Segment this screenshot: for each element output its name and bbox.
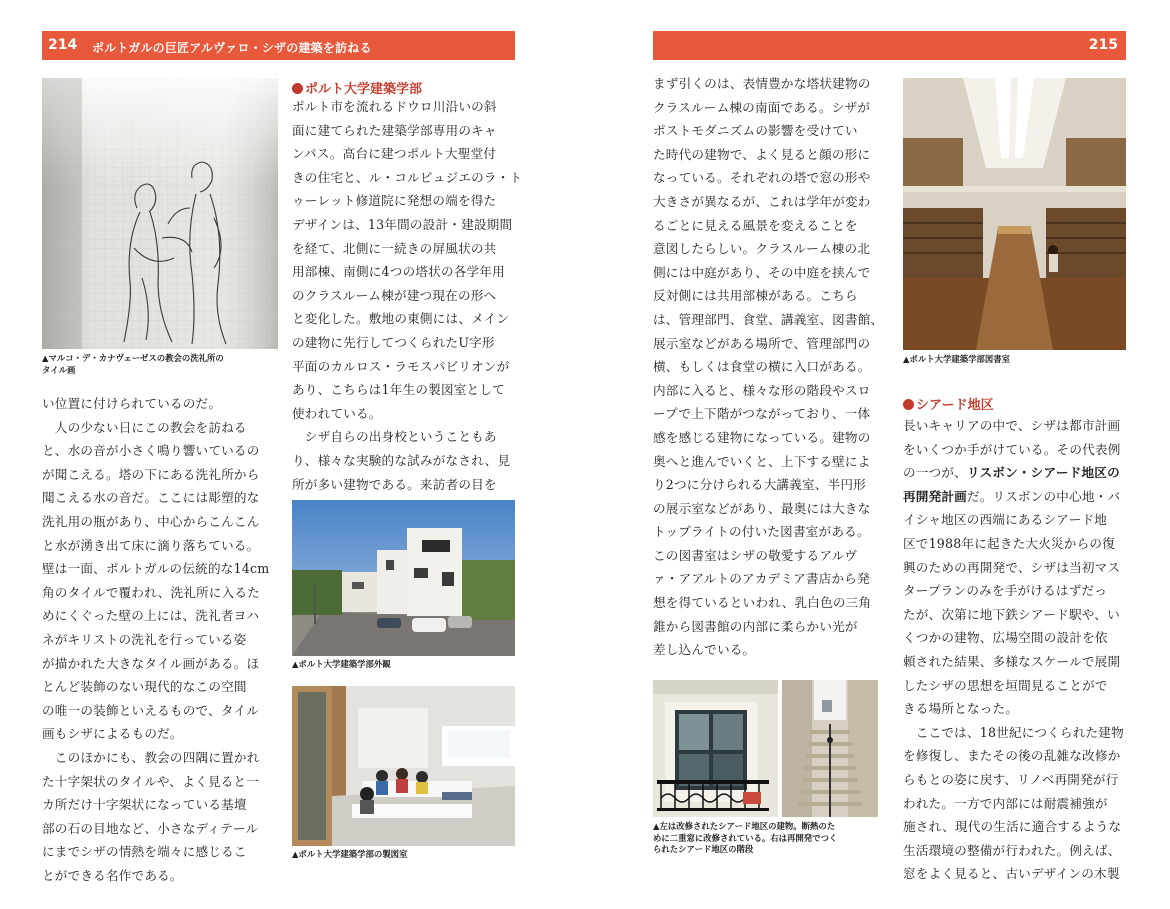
text-line [653,355,893,379]
text-run: をいくつか手がけている。その代表例 [903,441,1121,457]
text-line [292,284,522,308]
tile-mural-image [42,78,278,349]
text-line [903,744,1133,768]
text-line [42,416,282,440]
text-run: た時代の建物で、よく見ると顔の形に [653,146,871,162]
caption-line: ▲マルコ・デ・カナヴェーゼスの教会の洗礼所の [42,353,224,363]
text-run: ープで上下階がつながっており、一体 [653,406,871,422]
bullet-icon [903,399,914,410]
heading-text: シアード地区 [916,398,994,413]
text-run: 感を感じる建物になっている。建物の [653,429,871,445]
text-run: 洗礼用の瓶があり、中心からこんこん [42,513,260,529]
text-run: 生活環境の整備が行われた。例えば、 [903,842,1121,858]
text-run: が描かれた大きなタイル画がある。ほ [42,655,260,671]
text-line [903,697,1133,721]
text-line [653,497,893,521]
chiado-stairs-image [782,680,878,817]
text-line [653,96,893,120]
text-run: 長いキャリアの中で、シザは都市計画 [903,418,1121,433]
text-run: リスボン・シアード地区の [966,465,1120,481]
text-line [903,414,1133,438]
text-run: 頼された結果、多様なスケールで展開 [903,653,1121,669]
text-run: 平面のカルロス・ラモスパビリオンが [292,358,510,374]
text-line [292,119,522,143]
text-run: が聞こえる。塔の下にある洗礼所から [42,466,260,482]
text-run: 角のタイルで覆われ、洗礼所に入るた [42,584,260,600]
text-line [903,768,1133,792]
text-run: 想を得ているといわれ、乳白色の三角 [653,595,872,611]
text-run: あり、こちらは1年生の製図室として [292,382,505,398]
text-line [903,579,1133,603]
text-run: の唯一の装飾といえるもので、タイル [42,702,259,718]
text-run: 大きさが異なるが、これは学年が変わ [653,193,871,209]
text-line [42,604,282,628]
text-run: 興のための再開発で、シザは当初マス [903,559,1121,575]
text-run: の建物に先行してつくられたU字形 [292,334,495,350]
caption-faculty-exterior: ▲ポルト大学建築学部外観 [292,659,391,669]
drafting-room-image [292,686,515,846]
text-line [653,119,893,143]
photo-library [903,78,1126,350]
text-line [903,862,1133,886]
caption-drafting-room: ▲ポルト大学建築学部の製図室 [292,849,408,859]
text-line [292,355,522,379]
text-line [903,674,1133,698]
text-run: い位置に付けられているのだ。 [42,396,222,411]
text-run: を修復し、またその後の乱雑な改修か [903,748,1121,764]
text-run: ポストモダニズムの影響を受けてい [653,123,858,139]
text-line [42,392,282,416]
text-line [653,638,893,662]
text-run: この図書室はシザの敬愛するアルヴ [653,547,858,563]
text-run: まず引くのは、表情豊かな塔状建物の [653,76,871,91]
text-run: 区で1988年に起きた大火災からの復 [903,535,1115,551]
text-line [653,261,893,285]
text-run: とんど装飾のない現代的なこの空間 [42,679,247,695]
text-run: カ所だけ十字架状になっている基壇 [42,797,247,813]
text-line [653,166,893,190]
photo-tile-mural [42,78,278,349]
text-line [903,650,1133,674]
bullet-icon [292,83,303,94]
text-run: るごとに見える風景を変えることを [653,217,858,233]
text-line [903,721,1133,745]
text-run: り、様々な実験的な試みがなされ、見 [292,452,511,468]
text-run: われた。一方で内部には耐震補強が [903,795,1108,811]
text-line [653,426,893,450]
text-line [42,439,282,463]
text-line [42,510,282,534]
text-line [903,532,1133,556]
caption-line: ▲左は改修されたシアード地区の建物。断熱のた [653,821,836,831]
text-line [903,792,1133,816]
text-line [42,722,282,746]
text-line [292,260,522,284]
text-line [653,72,893,96]
text-run: 反対側には共用部棟がある。こちら [653,288,858,304]
text-line [292,402,522,426]
text-run: にまでシザの情熱を端々に感じるこ [42,844,247,860]
text-run: 所が多い建物である。来訪者の目を [292,476,497,492]
text-line [653,308,893,332]
page-number: 215 [1088,37,1118,53]
text-line [653,615,893,639]
text-run: 側には中庭があり、その中庭を挟んで [653,264,871,280]
text-run: ァ・アアルトのアカデミア書店から発 [653,571,870,587]
photo-chiado-stairs [782,680,878,817]
text-run: た十字架状のタイルや、よく見ると一 [42,773,259,789]
text-line [42,675,282,699]
text-line [903,626,1133,650]
text-line [42,864,282,888]
text-line [653,402,893,426]
text-run: ゥーレット修道院に発想の端を得た [292,193,497,209]
text-line [653,591,893,615]
text-run: と水が湧き出て床に滴り落ちている。 [42,537,260,553]
text-line [653,567,893,591]
text-line [903,485,1133,509]
text-run: このほかにも、教会の四隅に置かれ [42,749,260,765]
library-image [903,78,1126,350]
text-run: 錐から図書館の内部に柔らかい光が [653,618,858,634]
text-run: シザ自らの出身校ということもあ [292,429,497,445]
text-line [903,461,1133,485]
text-line [653,520,893,544]
text-line [292,189,522,213]
text-run: たが、次第に地下鉄シアード駅や、い [903,606,1120,622]
text-run: めにくぐった壁の上には、洗礼者ヨハ [42,608,260,624]
left-column-2 [292,95,522,496]
text-line [292,307,522,331]
text-run: 用部棟、南側に4つの塔状の各学年用 [292,264,505,280]
text-run: は、管理部門、食堂、講義室、図書館、 [653,311,884,327]
text-run: 面に建てられた建築学部専用のキャ [292,122,497,138]
text-run: ポルト市を流れるドウロ川沿いの斜 [292,99,497,114]
text-run: タープランのみを手がけるはずだっ [903,583,1108,599]
text-run: を経て、北側に一続きの屏風状の共 [292,240,497,256]
text-line [653,544,893,568]
text-run: り2つに分けられる大講義室、半円形 [653,477,866,493]
right-page-header [653,31,1126,60]
text-run: ンパス。高台に建つポルト大聖堂付 [292,146,497,162]
text-run: きる場所となった。 [903,701,1019,717]
text-line [292,473,522,497]
faculty-exterior-image [292,500,515,656]
text-line [42,534,282,558]
text-run: きの住宅と、ル・コルビュジエのラ・ト [292,169,523,185]
text-run: デザインは、13年間の設計・建設期間 [292,216,513,232]
text-run: の一つが、 [903,465,967,481]
text-run: 部の石の目地など、小さなディテール [42,820,259,836]
text-line [653,190,893,214]
photo-drafting-room [292,686,515,846]
text-line [42,557,282,581]
caption-line: めに二重窓に改修されている。右は再開発でつく [653,832,838,843]
text-run: 聞こえる水の音だ。ここには彫塑的な [42,490,260,506]
page-number: 214 [48,37,78,53]
text-run: 奥へと進んでいくと、上下する壁によ [653,453,871,469]
text-line [42,770,282,794]
text-line [653,143,893,167]
text-line [653,237,893,261]
text-line [42,817,282,841]
chiado-window-image [653,680,778,817]
text-line [292,331,522,355]
heading-text: ポルト大学建築学部 [305,82,423,97]
text-run: 横、もしくは食堂の横に入口がある。 [653,359,871,375]
text-line [292,237,522,261]
caption-chiado [653,821,888,856]
text-line [42,699,282,723]
caption-line: タイル画 [42,364,76,375]
text-line [903,815,1133,839]
text-line [42,581,282,605]
text-run: と、水の音が小さく鳴り響いているの [42,443,260,459]
text-run: したシザの思想を垣間見ることがで [903,677,1108,693]
text-run: 施され、現代の生活に適合するような [903,819,1122,835]
text-run: と変化した。敷地の東側には、メイン [292,311,510,327]
text-run: 差し込んでいる。 [653,642,756,658]
text-line [653,450,893,474]
text-run: 内部に入ると、様々な形の階段やスロ [653,382,871,398]
left-page-header [42,31,515,60]
text-line [903,556,1133,580]
text-line [653,473,893,497]
text-line [903,603,1133,627]
text-run: イシャ地区の西端にあるシアード地 [903,512,1108,528]
caption-line: られたシアード地区の階段 [653,844,754,854]
caption-library: ▲ポルト大学建築学部図書室 [903,354,1010,364]
text-line [292,425,522,449]
text-run: らもとの姿に戻す、リノベ再開発が行 [903,771,1119,787]
text-run: 再開発計画 [903,488,967,504]
text-line [292,142,522,166]
text-run: 画もシザによるものだ。 [42,726,183,742]
text-line [42,628,282,652]
text-run: クラスルーム棟の南面である。シザが [653,99,871,115]
right-column-1 [653,72,893,662]
text-line [42,793,282,817]
text-line [903,839,1133,863]
text-run: のクラスルーム棟が建つ現在の形へ [292,287,497,303]
text-run: 使われている。 [292,405,382,421]
text-line [292,166,522,190]
text-line [42,486,282,510]
text-line [42,746,282,770]
photo-faculty-exterior [292,500,515,656]
photo-chiado-window [653,680,778,817]
section-heading-chiado [903,394,994,413]
left-column-1 [42,392,282,887]
text-run: 展示室などがある場所で、管理部門の [653,335,871,351]
text-line [42,840,282,864]
text-run: とができる名作である。 [42,867,183,883]
text-line [653,284,893,308]
text-line [903,438,1133,462]
text-run: だ。リスボンの中心地・バ [966,488,1121,504]
text-run: 人の少ない日にこの教会を訪ねる [42,419,247,435]
text-run: ネがキリストの洗礼を行っている姿 [42,631,247,647]
text-run: 壁は一面、ポルトガルの伝統的な14cm [42,561,270,577]
running-title: ポルトガルの巨匠アルヴァロ・シザの建築を訪ねる [92,41,372,55]
text-line [42,463,282,487]
text-run: くつかの建物、広場空間の設計を依 [903,630,1108,646]
text-run: の展示室などがあり、最奥には大きな [653,500,871,516]
text-line [653,332,893,356]
text-line [292,449,522,473]
text-run: 窓をよく見ると、古いデザインの木製 [903,866,1120,882]
text-line [653,214,893,238]
text-run: なっている。それぞれの塔で窓の形や [653,170,871,186]
right-column-2 [903,414,1133,886]
text-run: ここでは、18世紀につくられた建物 [903,724,1124,740]
caption-tile-mural [42,353,282,376]
text-line [292,378,522,402]
text-run: トップライトの付いた図書室がある。 [653,524,870,540]
text-run: 意図したらしい。クラスルーム棟の北 [653,241,871,257]
text-line [653,379,893,403]
text-line [903,508,1133,532]
text-line [292,95,522,119]
text-line [42,652,282,676]
text-line [292,213,522,237]
